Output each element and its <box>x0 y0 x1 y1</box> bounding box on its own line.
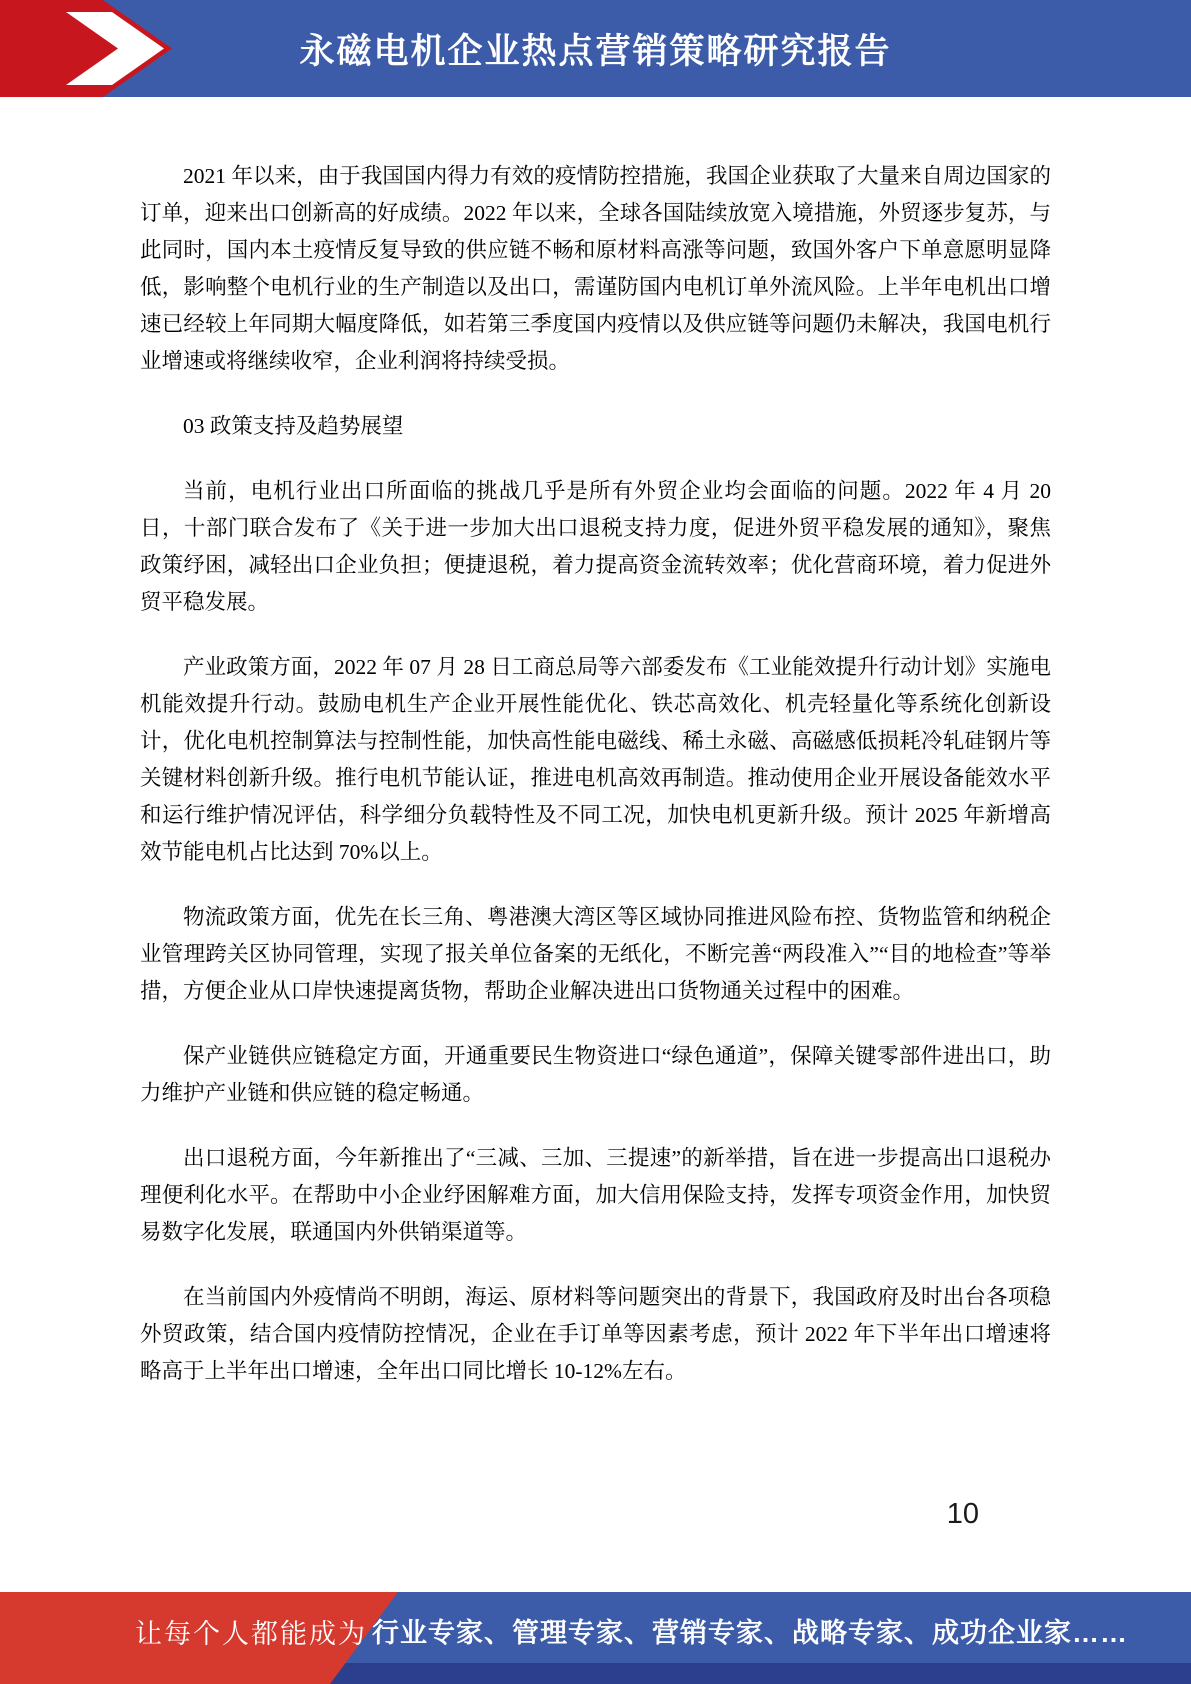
paragraph: 2021 年以来，由于我国国内得力有效的疫情防控措施，我国企业获取了大量来自周边国家的订单，迎来出口创新高的好成绩。2022 年以来，全球各国陆续放宽入境措施，外贸逐步复苏，与此同时，国内本土疫情反复导致的供应链不畅和原材料高涨等问题，致国外客户下单意愿明显降低，影响整个电机行业的生产制造以及出口，需谨防国内电机订单外流风险。上半年电机出口增速已经较上年同期大幅度降低，如若第三季度国内疫情以及供应链等问题仍未解决，我国电机行业增速或将继续收窄，企业利润将持续受损。 <box>140 164 1051 373</box>
paragraph: 产业政策方面，2022 年 07 月 28 日工商总局等六部委发布《工业能效提升行动计划》实施电机能效提升行动。鼓励电机生产企业开展性能优化、铁芯高效化、机壳轻量化等系统化创新设计，优化电机控制算法与控制性能，加快高性能电磁线、稀土永磁、高磁感低损耗冷轧硅钢片等关键材料创新升级。推行电机节能认证，推进电机高效再制造。推动使用企业开展设备能效水平和运行维护情况评估，科学细分负载特性及不同工况，加快电机更新升级。预计 2025 年新增高效节能电机占比达到 70%以上。 <box>140 655 1051 864</box>
footer-slogan-left: 让每个人都能成为 <box>135 1619 367 1649</box>
paragraph: 保产业链供应链稳定方面，开通重要民生物资进口“绿色通道”，保障关键零部件进出口，助力维护产业链和供应链的稳定畅通。 <box>140 1044 1051 1105</box>
paragraph: 当前，电机行业出口所面临的挑战几乎是所有外贸企业均会面临的问题。2022 年 4 月 20 日，十部门联合发布了《关于进一步加大出口退税支持力度，促进外贸平稳发展的通知》，聚焦政策纾困，减轻出口企业负担；便捷退税，着力提高资金流转效率；优化营商环境，着力促进外贸平稳发展。 <box>140 479 1051 614</box>
section-heading: 03 政策支持及趋势展望 <box>183 414 404 438</box>
paragraph: 物流政策方面，优先在长三角、粤港澳大湾区等区域协同推进风险布控、货物监管和纳税企业管理跨关区协同管理，实现了报关单位备案的无纸化，不断完善“两段准入”“目的地检查”等举措，方便企业从口岸快速提离货物，帮助企业解决进出口货物通关过程中的困难。 <box>140 905 1051 1003</box>
page-footer <box>0 1592 1191 1684</box>
document-body <box>140 158 1051 1418</box>
report-title: 永磁电机企业热点营销策略研究报告 <box>299 31 892 71</box>
page-header <box>0 0 1191 97</box>
paragraph: 出口退税方面，今年新推出了“三减、三加、三提速”的新举措，旨在进一步提高出口退税办理便利化水平。在帮助中小企业纾困解难方面，加大信用保险支持，发挥专项资金作用，加快贸易数字化发展，联通国内外供销渠道等。 <box>140 1146 1051 1244</box>
paragraph: 在当前国内外疫情尚不明朗，海运、原材料等问题突出的背景下，我国政府及时出台各项稳外贸政策，结合国内疫情防控情况，企业在手订单等因素考虑，预计 2022 年下半年出口增速将略高于上半年出口增速，全年出口同比增长 10-12%左右。 <box>140 1285 1051 1383</box>
page-number: 10 <box>946 1498 979 1530</box>
footer-slogan-right: 行业专家、管理专家、营销专家、战略专家、成功企业家…… <box>372 1618 1128 1648</box>
